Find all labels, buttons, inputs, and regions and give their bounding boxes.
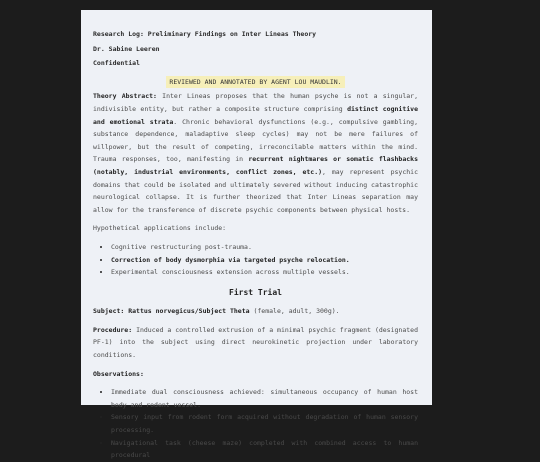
observations-list [93, 386, 418, 462]
list-item [111, 254, 418, 267]
list-item: • Experimental consciousness extension across multiple vessels. [111, 266, 418, 279]
list-item: • Cognitive restructuring post-trauma. [111, 241, 418, 254]
subject-value: Rattus norvegicus/Subject Theta [128, 307, 250, 316]
abstract-text-1: Inter Lineas proposes that the human psyche is not a singular, indivisible entity, but rather a composite structure comprising [93, 92, 418, 113]
abstract-bold-2: recurrent nightmares or somatic flashbacks (notably, industrial environments, conflict zones, etc.) [93, 155, 418, 176]
applications-list [93, 241, 418, 279]
subject-note: (female, adult, 300g). [249, 307, 340, 316]
list-item: • Sensory input from rodent form acquired without degradation of human sensory processing. [111, 411, 418, 436]
abstract-bold-1: distinct cognitive and emotional strata [93, 104, 418, 126]
document-page [81, 10, 432, 460]
list-item: • Navigational task (cheese maze) completed with combined access to human procedural [111, 437, 418, 462]
list-item-bold: Correction of body dysmorphia via targeted psyche relocation. [111, 255, 350, 264]
procedure-label: Procedure: [93, 325, 133, 334]
author-name: Dr. Sabine Leeren [93, 44, 160, 53]
classification-label: Confidential [93, 59, 140, 68]
subject-label: Subject: [93, 307, 125, 316]
review-stamp: REVIEWED AND ANNOTATED BY AGENT LOU MAUDLIN. [166, 76, 344, 89]
observations-label [93, 368, 418, 381]
list-item: • Immediate dual consciousness achieved: simultaneous occupancy of human host body and rodent vessel. [111, 386, 418, 411]
subject-line [93, 305, 418, 318]
abstract-text-2: . Chronic behavioral dysfunctions (e.g., compulsive gambling, substance dependence, maladaptive sleep cycles) may not be mere failures of willpower, but the result of competing, irreconcilable matters within the mind. Trauma responses, too, manifesting in [93, 117, 418, 164]
applications-intro: Hypothetical applications include: [93, 224, 227, 233]
procedure-paragraph [93, 324, 418, 362]
observations-label-text: Observations: [93, 369, 144, 378]
abstract-text-3: , may represent psychic domains that could be isolated and ultimately severed without inducing catastrophic neurological collapse. It is further theorized that Inter Lineas separation may allow for the transference of discrete psychic components between physical hosts. [93, 167, 418, 214]
abstract-label: Theory Abstract: [93, 92, 157, 101]
procedure-text: Induced a controlled extrusion of a minimal psychic fragment (designated PF-1) into the subject using direct neurokinetic projection under laboratory conditions. [93, 325, 418, 360]
stamp-row [93, 72, 418, 91]
abstract-paragraph [93, 90, 418, 216]
document-title: Research Log: Preliminary Findings on Inter Lineas Theory [93, 30, 317, 38]
section-heading: First Trial [229, 287, 282, 297]
